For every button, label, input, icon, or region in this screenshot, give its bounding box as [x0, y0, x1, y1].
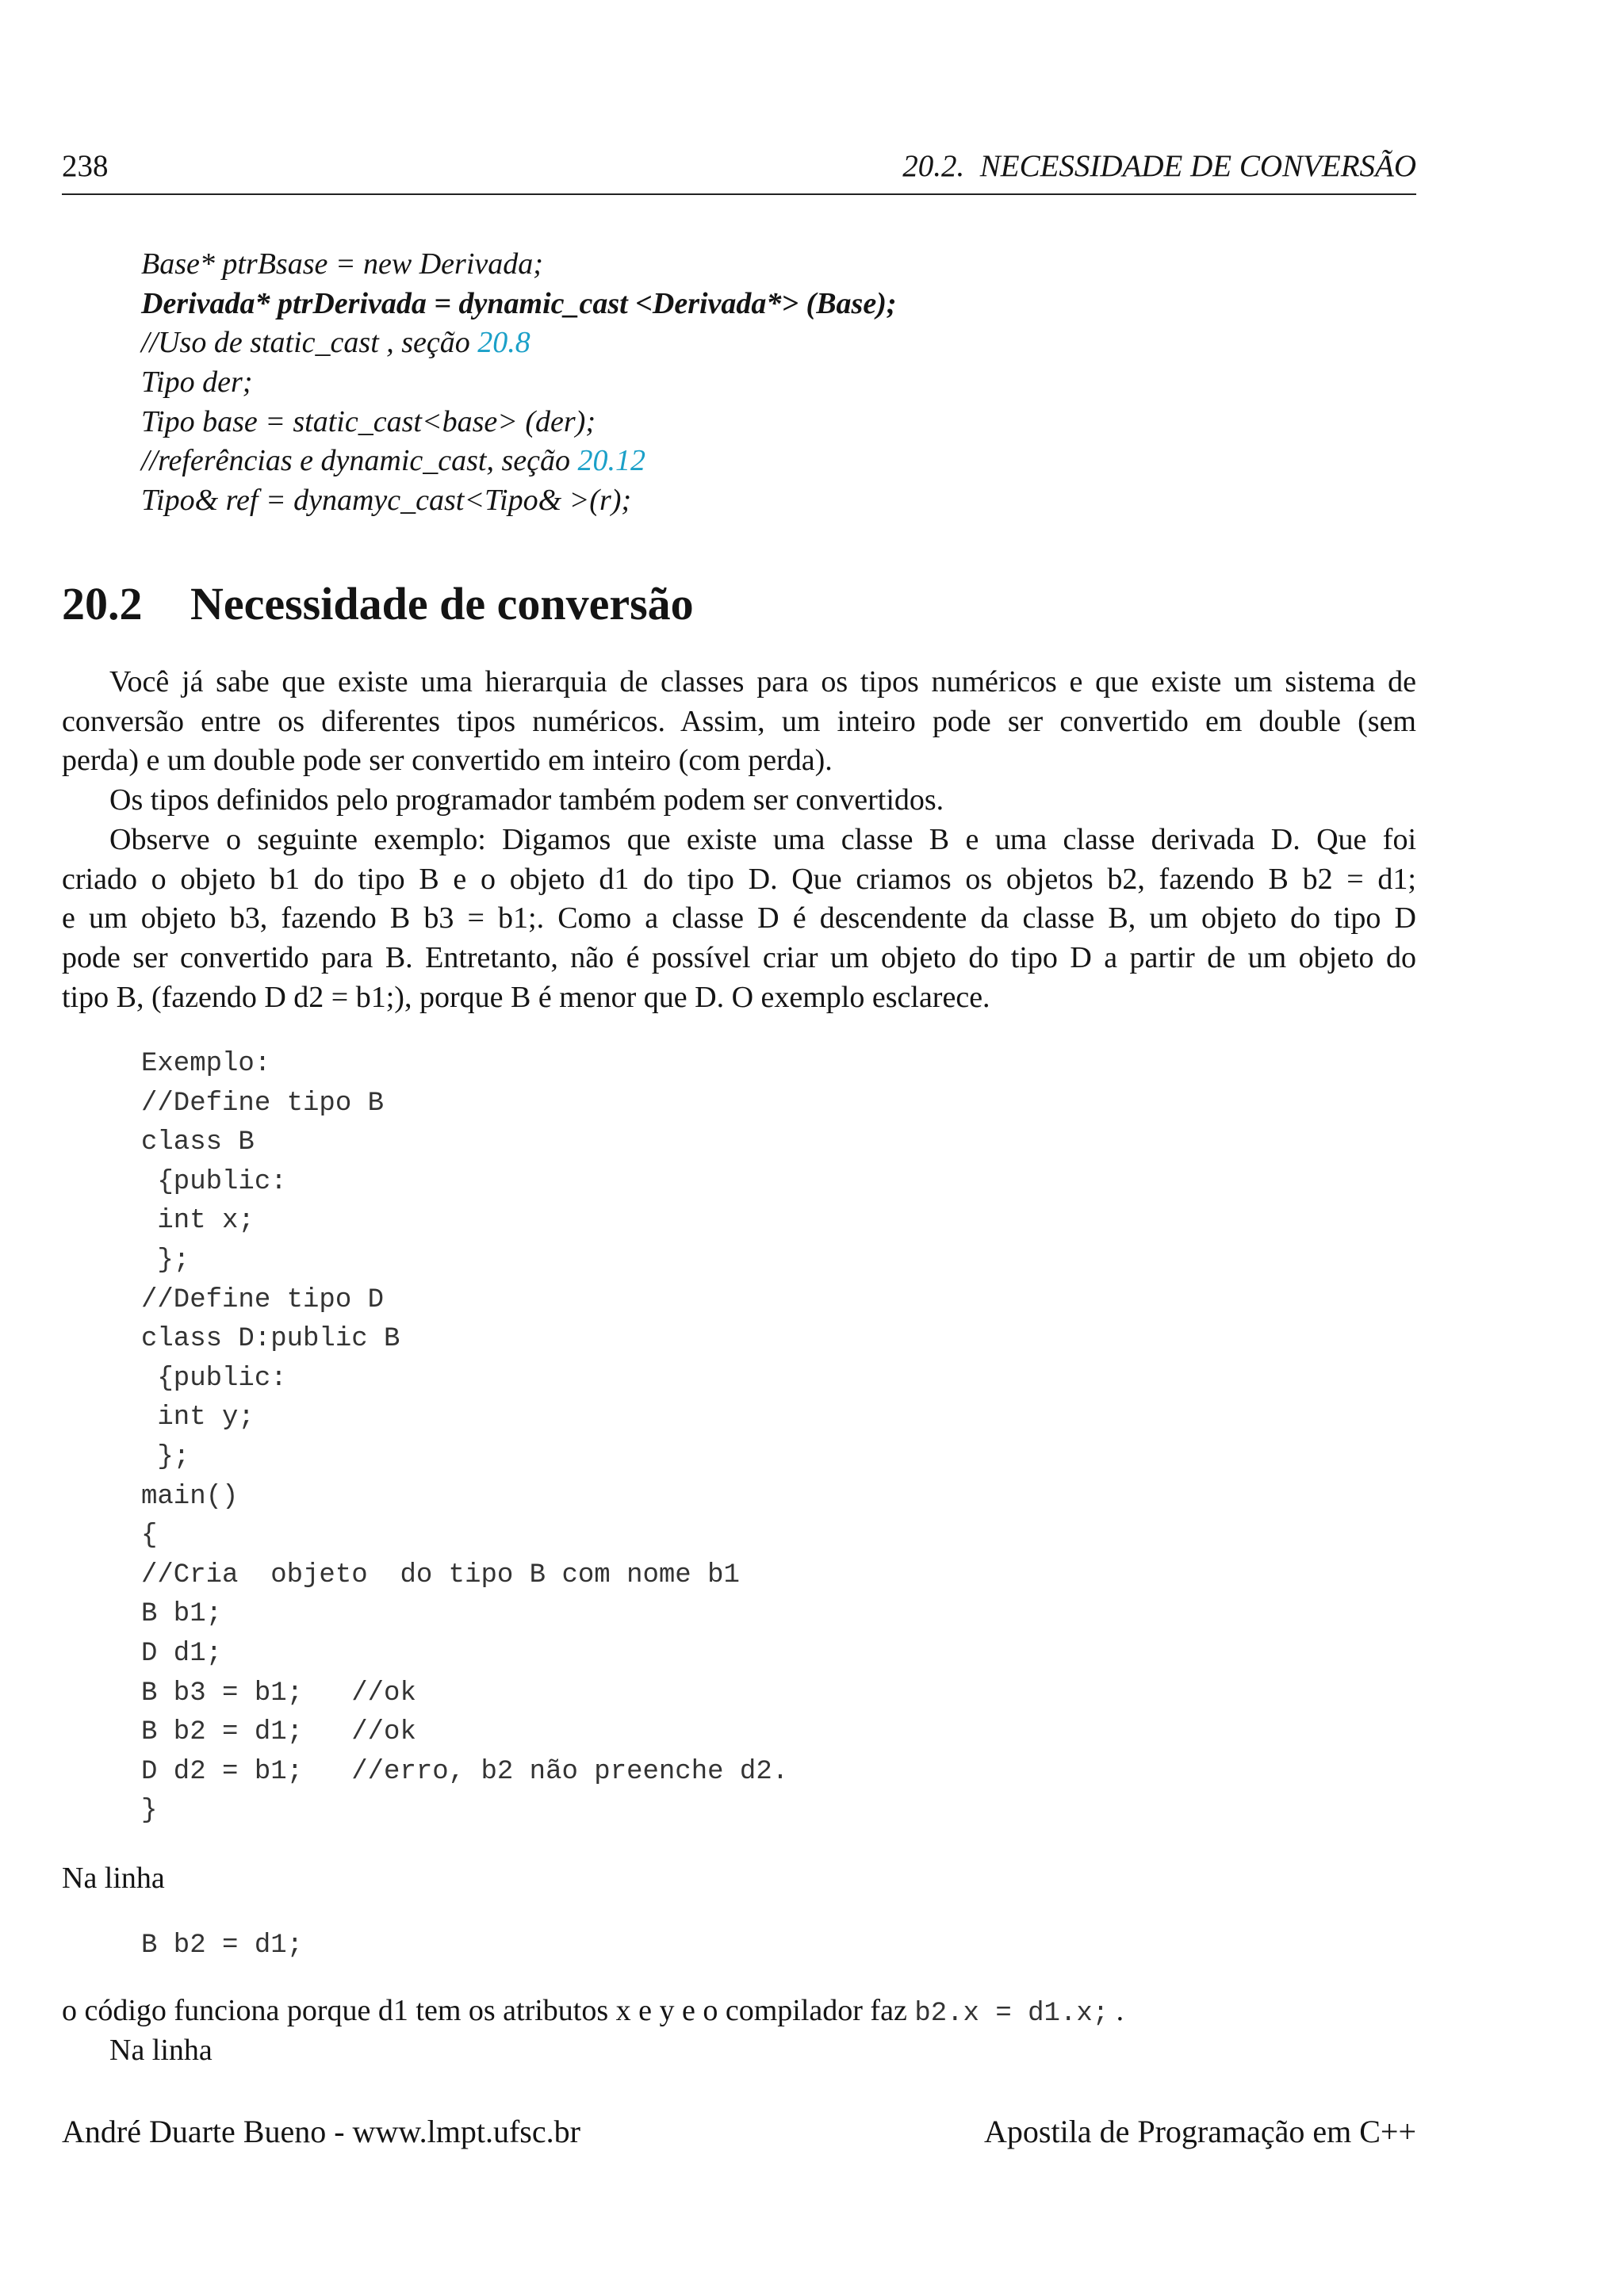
- paragraph: [62, 821, 1416, 1018]
- paragraph-line: conversão entre os diferentes tipos numéricos. Assim, um inteiro pode ser convertido em double (sem: [62, 704, 1416, 738]
- code-comment: //referências e dynamic_cast, seção: [141, 444, 578, 477]
- code-example-line: //Define tipo B: [141, 1089, 385, 1119]
- page-number: 238: [62, 149, 109, 183]
- code-example-line: //Define tipo D: [141, 1285, 385, 1315]
- code-example-line: D d2 = b1; //erro, b2 não preenche d2.: [141, 1757, 789, 1787]
- code-example-line: {: [141, 1521, 158, 1551]
- code-line: [141, 442, 645, 481]
- paragraph-line: Você já sabe que existe uma hierarquia de classes para os tipos numéricos e que existe um sistema de: [109, 665, 1416, 698]
- code-example-line: main(): [141, 1482, 239, 1512]
- code-example-line: };: [141, 1442, 190, 1472]
- explanation-tail: .: [1109, 1994, 1124, 2027]
- body-text: [62, 1992, 1124, 2034]
- header-rule: [62, 193, 1416, 195]
- code-example-line: B b2 = d1; //ok: [141, 1717, 416, 1747]
- paragraph-line: e um objeto b3, fazendo B b3 = b1;. Como a classe D é descendente da classe B, um objeto do tipo D: [62, 901, 1416, 936]
- code-example-line: {public:: [141, 1167, 287, 1197]
- code-line: Tipo& ref = dynamyc_cast<Tipo& >(r);: [141, 484, 632, 517]
- footer-author: André Duarte Bueno - www.lmpt.ufsc.br: [62, 2114, 580, 2149]
- explanation-text: o código funciona porque d1 tem os atributos x e y e o compilador faz: [62, 1994, 915, 2027]
- code-comment: //Uso de static_cast , seção: [141, 326, 478, 359]
- code-example-line: class B: [141, 1127, 255, 1158]
- code-example-line: B b1;: [141, 1599, 223, 1629]
- code-example-line: B b3 = b1; //ok: [141, 1678, 416, 1709]
- section-link-20-12[interactable]: 20.12: [577, 444, 645, 477]
- section-link-20-8[interactable]: 20.8: [477, 326, 530, 359]
- paragraph: [62, 781, 1416, 821]
- paragraph: [62, 663, 1416, 781]
- code-example-line: int x;: [141, 1206, 255, 1236]
- code-example-line: //Cria objeto do tipo B com nome b1: [141, 1560, 740, 1590]
- code-line-bold: Derivada* ptrDerivada = dynamic_cast <Derivada*> (Base);: [141, 287, 897, 320]
- code-example-line: {public:: [141, 1364, 287, 1394]
- code-line: Tipo der;: [141, 365, 253, 399]
- paragraph-line: Os tipos definidos pelo programador também podem ser convertidos.: [109, 783, 944, 817]
- section-title: Necessidade de conversão: [190, 578, 694, 629]
- body-text: Na linha: [62, 1862, 165, 1895]
- code-example-line: }: [141, 1796, 158, 1826]
- paragraph-line: criado o objeto b1 do tipo B e o objeto d1 do tipo D. Que criamos os objetos b2, fazendo B b2 = d1;: [62, 862, 1416, 896]
- paragraph-line: tipo B, (fazendo D d2 = b1;), porque B é menor que D. O exemplo esclarece.: [62, 980, 990, 1014]
- code-inline-block: B b2 = d1;: [141, 1931, 304, 1961]
- section-number: 20.2: [62, 578, 143, 629]
- code-line: Tipo base = static_cast<base> (der);: [141, 405, 596, 438]
- code-example-line: D d1;: [141, 1639, 223, 1669]
- code-line: [141, 323, 530, 363]
- code-example-line: class D:public B: [141, 1324, 400, 1354]
- inline-code: b2.x = d1.x;: [914, 1999, 1109, 2029]
- paragraph-line: pode ser convertido para B. Entretanto, não é possível criar um objeto do tipo D a partir de um objeto do: [62, 941, 1416, 975]
- code-example-line: Exemplo:: [141, 1049, 271, 1079]
- code-example-line: int y;: [141, 1402, 255, 1433]
- running-header-title: 20.2. NECESSIDADE DE CONVERSÃO: [902, 149, 1416, 183]
- footer-book-title: Apostila de Programação em C++: [984, 2114, 1416, 2149]
- paragraph-line: perda) e um double pode ser convertido em inteiro (com perda).: [62, 744, 833, 778]
- code-line: Base* ptrBsase = new Derivada;: [141, 247, 543, 281]
- paragraph-line: Observe o seguinte exemplo: Digamos que existe uma classe B e uma classe derivada D. Que foi: [109, 823, 1416, 856]
- body-text: Na linha: [109, 2034, 213, 2067]
- code-example-line: };: [141, 1246, 190, 1276]
